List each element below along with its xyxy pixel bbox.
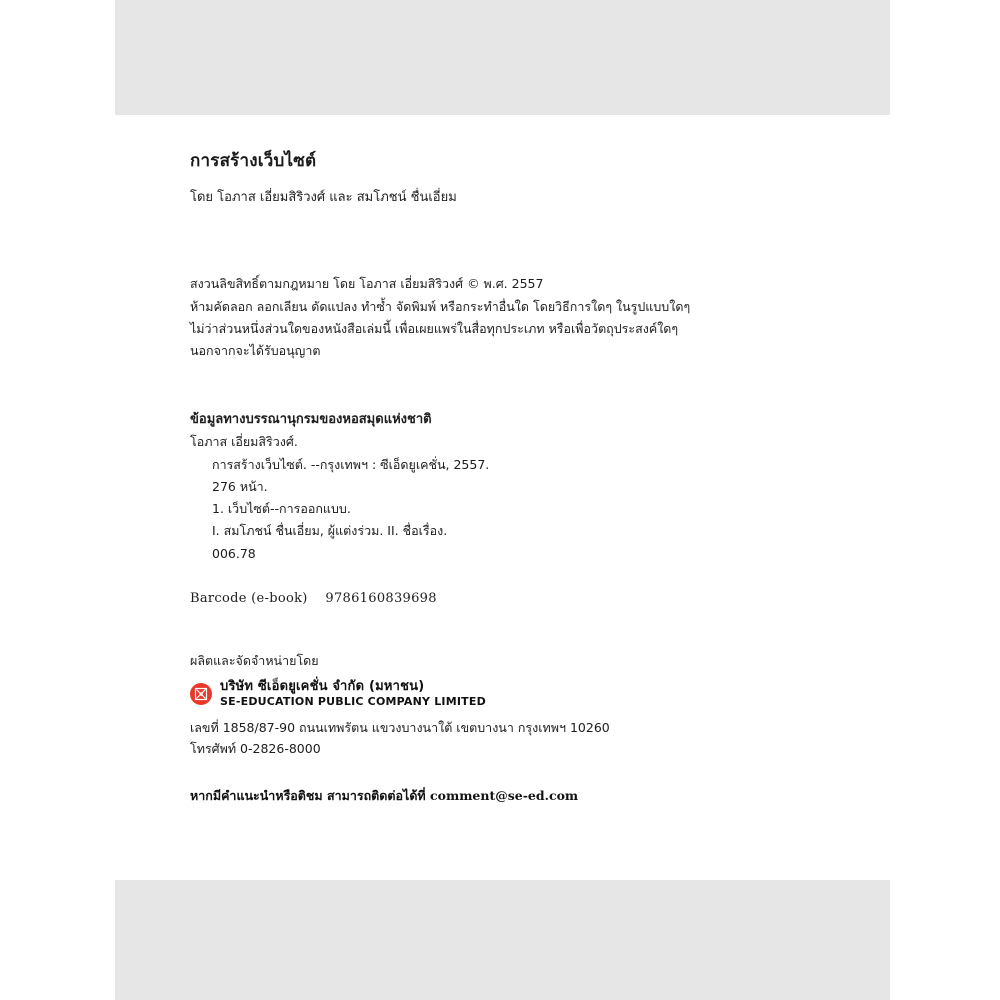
cip-entry: I. สมโภชน์ ชื่นเอี่ยม, ผู้แต่งร่วม. II. ชื่อเรื่อง.	[212, 523, 448, 539]
page-content	[190, 150, 830, 806]
publisher-block	[190, 650, 830, 760]
cip-entry: 276 หน้า.	[212, 478, 268, 494]
copyright-line: นอกจากจะได้รับอนุญาต	[190, 343, 321, 359]
page-bottom-margin-band	[115, 880, 890, 1000]
page-title: การสร้างเว็บไซต์	[190, 151, 317, 171]
publisher-name-group	[220, 679, 486, 709]
publisher-logo-row	[190, 679, 830, 709]
barcode-line	[190, 591, 830, 606]
copyright-notice	[190, 273, 830, 362]
copyright-line: ไม่ว่าส่วนหนึ่งส่วนใดของหนังสือเล่มนี้ เพื่อเผยแพร่ในสื่อทุกประเภท หรือเพื่อวัตถุประสงค์ใดๆ	[190, 320, 679, 336]
cip-author: โอภาส เอี่ยมสิริวงศ์.	[190, 434, 298, 450]
cip-entry: การสร้างเว็บไซต์. --กรุงเทพฯ : ซีเอ็ดยูเคชั่น, 2557.	[212, 456, 490, 472]
publisher-name-th: บริษัท ซีเอ็ดยูเคชั่น จำกัด (มหาชน)	[220, 679, 425, 695]
page-top-margin-band	[115, 0, 890, 115]
cip-heading: ข้อมูลทางบรรณานุกรมของหอสมุดแห่งชาติ	[190, 412, 432, 428]
cip-entry: 1. เว็บไซต์--การออกแบบ.	[212, 501, 351, 517]
barcode-label: Barcode (e-book)	[190, 590, 308, 606]
cataloging-in-publication-block	[190, 408, 830, 565]
publisher-phone: โทรศัพท์ 0-2826-8000	[190, 741, 321, 757]
contact-prefix: หากมีคำแนะนำหรือติชม สามารถติดต่อได้ที่	[190, 787, 431, 803]
contact-line	[190, 786, 830, 806]
copyright-line: ห้ามคัดลอก ลอกเลียน ดัดแปลง ทำซ้ำ จัดพิมพ์ หรือกระทำอื่นใด โดยวิธีการใดๆ ในรูปแบบใดๆ	[190, 298, 691, 314]
copyright-line: สงวนลิขสิทธิ์ตามกฎหมาย โดย โอภาส เอี่ยมสิริวงศ์ © พ.ศ. 2557	[190, 276, 544, 292]
publisher-address: เลขที่ 1858/87-90 ถนนเทพรัตน แขวงบางนาใต้ เขตบางนา กรุงเทพฯ 10260	[190, 720, 610, 736]
author-byline: โดย โอภาส เอี่ยมสิริวงศ์ และ สมโภชน์ ชื่นเอี่ยม	[190, 189, 457, 205]
barcode-value: 9786160839698	[325, 590, 437, 606]
contact-email[interactable]: comment@se-ed.com	[430, 787, 579, 803]
publisher-intro: ผลิตและจัดจำหน่ายโดย	[190, 652, 319, 668]
se-ed-logo-icon	[190, 683, 212, 705]
cip-entry: 006.78	[212, 545, 256, 561]
publisher-name-en: SE-EDUCATION PUBLIC COMPANY LIMITED	[220, 695, 486, 709]
